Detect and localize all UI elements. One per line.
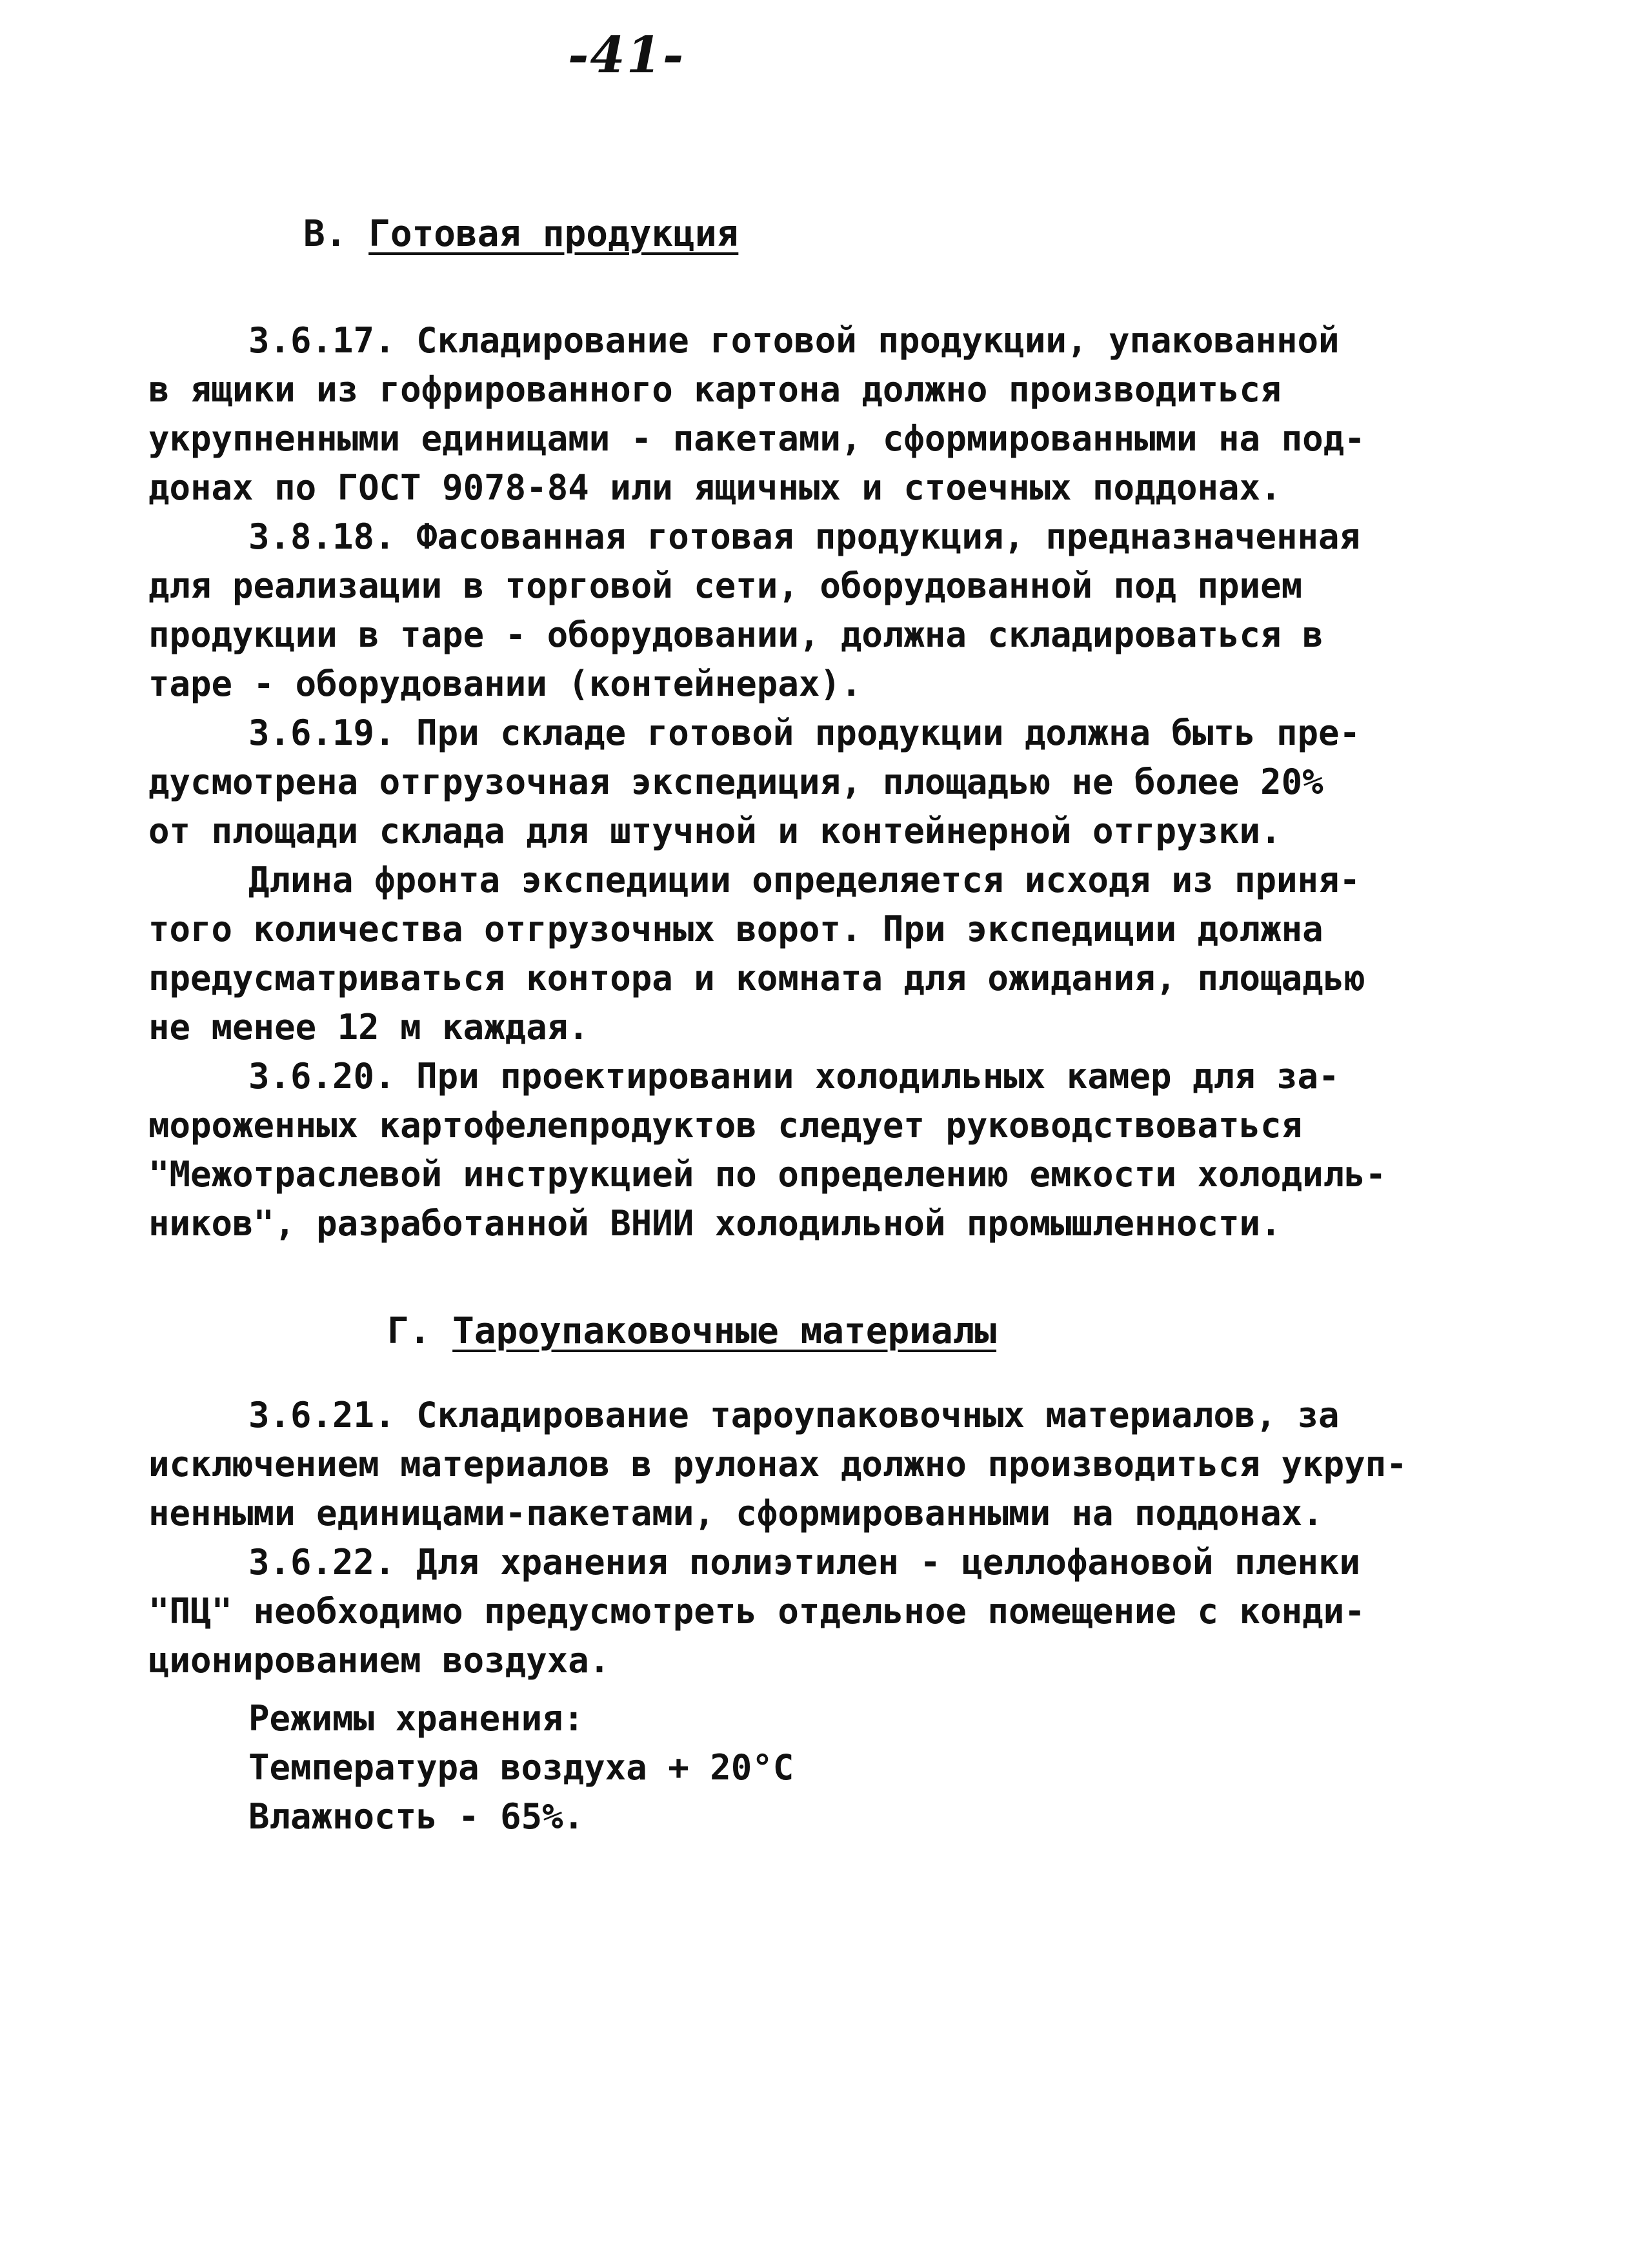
text-line: продукции в таре - оборудовании, должна складироваться в <box>148 614 1323 655</box>
text-line: Длина фронта экспедиции определяется исходя из приня- <box>248 860 1361 900</box>
section-title: Готовая продукция <box>368 213 739 255</box>
text-line: ников", разработанной ВНИИ холодильной промышленности. <box>148 1203 1282 1244</box>
text-line: исключением материалов в рулонах должно производиться укруп- <box>148 1444 1407 1484</box>
text-line: таре - оборудовании (контейнерах). <box>148 663 862 704</box>
text-line: Режимы хранения: <box>248 1698 585 1739</box>
section-g-body <box>148 1391 1407 1685</box>
text-line: 3.6.20. При проектировании холодильных камер для за- <box>248 1056 1340 1097</box>
text-line: 3.6.17. Складирование готовой продукции, упакованной <box>248 320 1340 361</box>
section-letter: В. <box>303 213 347 255</box>
text-line: "Межотраслевой инструкцией по определению емкости холодиль- <box>148 1154 1387 1195</box>
text-line: 3.8.18. Фасованная готовая продукция, предназначенная <box>248 516 1361 557</box>
text-line: 3.6.19. При складе готовой продукции должна быть пре- <box>248 713 1361 753</box>
text-line: мороженных картофелепродуктов следует руководствоваться <box>148 1105 1303 1146</box>
text-line: укрупненными единицами - пакетами, сформированными на под- <box>148 418 1365 459</box>
text-line: "ПЦ" необходимо предусмотреть отдельное помещение с конди- <box>148 1591 1365 1632</box>
text-line: того количества отгрузочных ворот. При экспедиции должна <box>148 909 1323 949</box>
section-letter: Г. <box>387 1310 431 1352</box>
text-line: от площади склада для штучной и контейнерной отгрузки. <box>148 811 1282 851</box>
section-heading-v <box>303 213 738 255</box>
storage-conditions <box>248 1694 794 1841</box>
text-line: для реализации в торговой сети, оборудованной под прием <box>148 565 1303 606</box>
text-line: донах по ГОСТ 9078-84 или ящичных и стоечных поддонах. <box>148 467 1282 508</box>
text-line: 3.6.21. Складирование тароупаковочных материалов, за <box>248 1395 1340 1435</box>
text-line: предусматриваться контора и комната для ожидания, площадью <box>148 958 1365 998</box>
text-line: Влажность - 65%. <box>248 1796 585 1837</box>
text-line: ненными единицами-пакетами, сформированными на поддонах. <box>148 1493 1323 1534</box>
text-line: в ящики из гофрированного картона должно производиться <box>148 369 1282 410</box>
text-line: ционированием воздуха. <box>148 1640 610 1681</box>
section-heading-g <box>387 1310 996 1352</box>
section-v-body <box>148 316 1386 1248</box>
text-line: Температура воздуха + 20°С <box>248 1747 794 1788</box>
text-line: 3.6.22. Для хранения полиэтилен - целлофановой пленки <box>248 1542 1361 1583</box>
text-line: дусмотрена отгрузочная экспедиция, площадью не более 20% <box>148 762 1323 802</box>
page-number: -41- <box>568 26 685 85</box>
text-line: не менее 12 м каждая. <box>148 1007 589 1048</box>
section-title: Тароупаковочные материалы <box>452 1310 997 1352</box>
